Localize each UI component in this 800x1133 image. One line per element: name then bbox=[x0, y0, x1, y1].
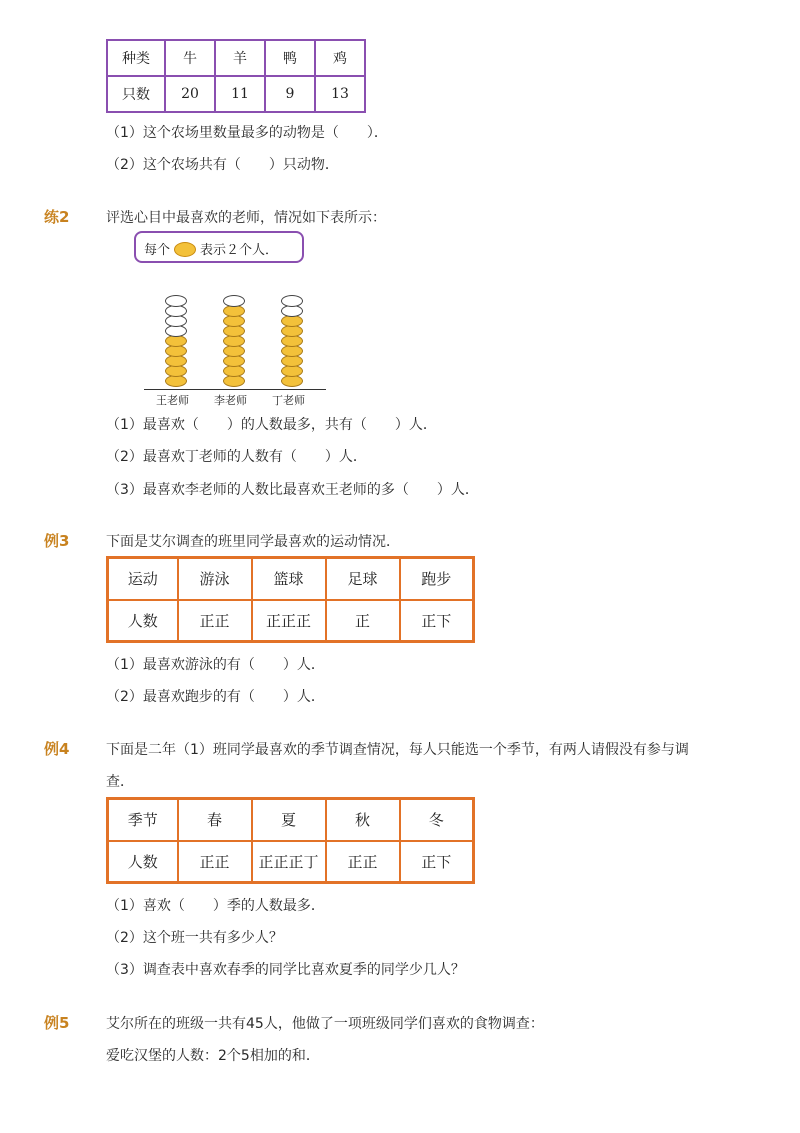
table-cell: 正正正 bbox=[252, 600, 326, 642]
table-cell: 20 bbox=[165, 76, 215, 112]
sports-table bbox=[106, 556, 475, 643]
table-cell: 牛 bbox=[165, 40, 215, 76]
animal-count-table bbox=[106, 39, 366, 113]
question-line: （2）这个农场共有（ ）只动物． bbox=[106, 157, 339, 173]
table-row bbox=[107, 40, 365, 76]
table-cell: 正正 bbox=[326, 841, 400, 883]
question-line: （1）最喜欢游泳的有（ ）人． bbox=[106, 657, 325, 673]
table-cell: 运动 bbox=[108, 558, 178, 600]
table-cell: 鸡 bbox=[315, 40, 365, 76]
pole-label: 李老师 bbox=[214, 394, 247, 407]
empty-bead bbox=[281, 295, 303, 307]
table-row bbox=[108, 600, 474, 642]
table-cell: 正正正丁 bbox=[252, 841, 326, 883]
table-cell: 人数 bbox=[108, 600, 178, 642]
exercise-text: 查． bbox=[106, 774, 134, 790]
legend-text: 每个 bbox=[144, 243, 171, 258]
table-cell: 种类 bbox=[107, 40, 165, 76]
table-cell: 夏 bbox=[252, 799, 326, 841]
table-cell: 鸭 bbox=[265, 40, 315, 76]
question-line: （1）喜欢（ ）季的人数最多． bbox=[106, 898, 325, 914]
bead-icon bbox=[174, 242, 196, 257]
table-row bbox=[108, 841, 474, 883]
table-cell: 冬 bbox=[400, 799, 474, 841]
table-row bbox=[107, 76, 365, 112]
empty-bead bbox=[223, 295, 245, 307]
exercise-label: 例3 bbox=[44, 532, 70, 550]
season-table bbox=[106, 797, 475, 884]
table-row bbox=[108, 799, 474, 841]
table-cell: 9 bbox=[265, 76, 315, 112]
table-cell: 13 bbox=[315, 76, 365, 112]
exercise-label: 例4 bbox=[44, 740, 70, 758]
question-line: （2）最喜欢跑步的有（ ）人． bbox=[106, 689, 325, 705]
exercise-text: 下面是二年（1）班同学最喜欢的季节调查情况，每人只能选一个季节，有两人请假没有参与调 bbox=[106, 742, 689, 758]
table-cell: 只数 bbox=[107, 76, 165, 112]
pole-label: 丁老师 bbox=[272, 394, 305, 407]
question-line: （3）最喜欢李老师的人数比最喜欢王老师的多（ ）人． bbox=[106, 482, 479, 498]
exercise-text: 评选心目中最喜欢的老师，情况如下表所示： bbox=[106, 210, 386, 226]
table-cell: 11 bbox=[215, 76, 265, 112]
table-cell: 篮球 bbox=[252, 558, 326, 600]
exercise-label: 例5 bbox=[44, 1014, 70, 1032]
chart-legend bbox=[134, 231, 304, 263]
table-cell: 正下 bbox=[400, 600, 474, 642]
question-line: （1）这个农场里数量最多的动物是（ ）． bbox=[106, 125, 388, 141]
empty-bead bbox=[165, 295, 187, 307]
question-line: （3）调查表中喜欢春季的同学比喜欢夏季的同学少几人？ bbox=[106, 962, 465, 978]
table-cell: 秋 bbox=[326, 799, 400, 841]
table-cell: 羊 bbox=[215, 40, 265, 76]
table-cell: 正 bbox=[326, 600, 400, 642]
exercise-text: 爱吃汉堡的人数：2个5相加的和． bbox=[106, 1048, 320, 1064]
exercise-text: 下面是艾尔调查的班里同学最喜欢的运动情况． bbox=[106, 534, 400, 550]
table-row bbox=[108, 558, 474, 600]
question-line: （2）最喜欢丁老师的人数有（ ）人． bbox=[106, 449, 367, 465]
table-cell: 跑步 bbox=[400, 558, 474, 600]
table-cell: 足球 bbox=[326, 558, 400, 600]
table-cell: 正下 bbox=[400, 841, 474, 883]
table-cell: 春 bbox=[178, 799, 252, 841]
chart-baseline bbox=[144, 389, 326, 390]
table-cell: 正正 bbox=[178, 600, 252, 642]
table-cell: 正正 bbox=[178, 841, 252, 883]
pole-label: 王老师 bbox=[156, 394, 189, 407]
exercise-label: 练2 bbox=[44, 208, 70, 226]
table-cell: 人数 bbox=[108, 841, 178, 883]
exercise-text: 艾尔所在的班级一共有45人，他做了一项班级同学们喜欢的食物调查： bbox=[106, 1016, 544, 1032]
table-cell: 季节 bbox=[108, 799, 178, 841]
question-line: （2）这个班一共有多少人？ bbox=[106, 930, 283, 946]
question-line: （1）最喜欢（ ）的人数最多，共有（ ）人． bbox=[106, 417, 437, 433]
table-cell: 游泳 bbox=[178, 558, 252, 600]
legend-text: 表示２个人． bbox=[200, 243, 279, 258]
